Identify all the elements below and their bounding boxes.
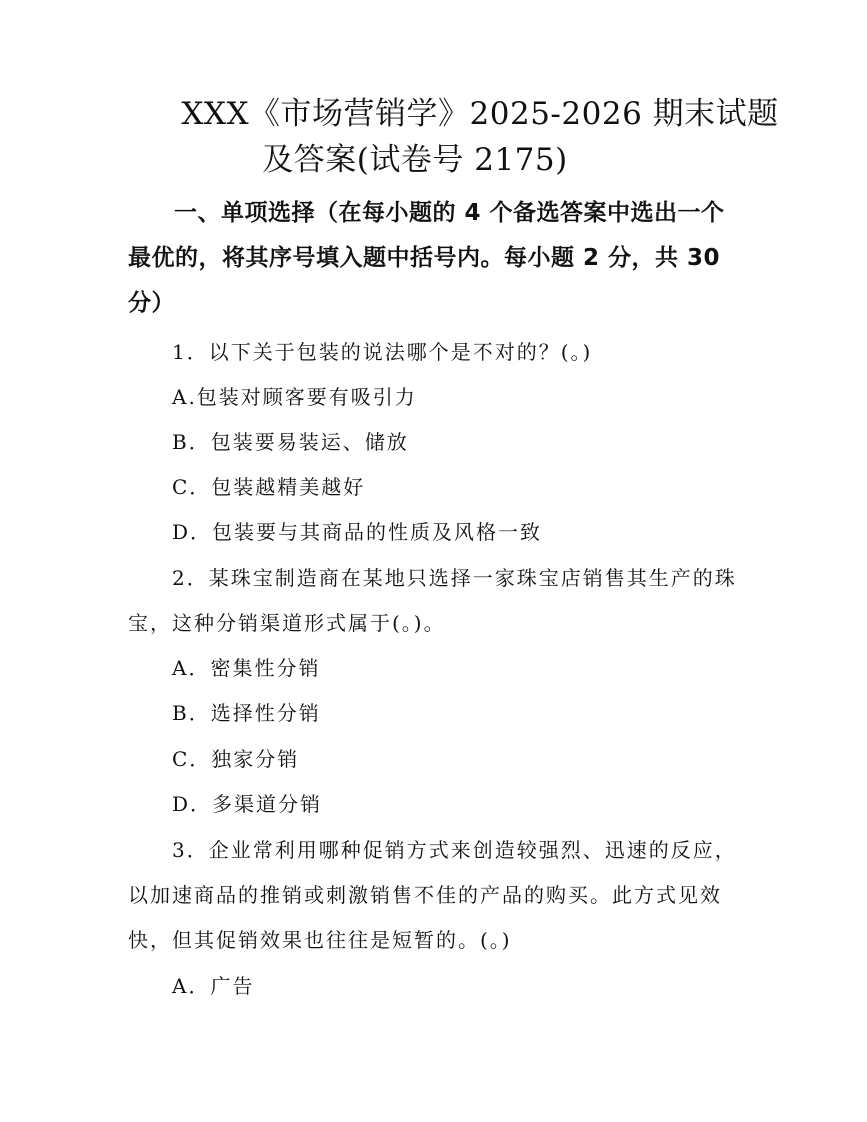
question-1-option-b: B．包装要易装运、储放 xyxy=(172,430,409,454)
question-1-stem: 1．以下关于包装的说法哪个是不对的？(。) xyxy=(172,340,593,364)
question-1-option-c: C．包装越精美越好 xyxy=(172,475,366,499)
question-2-option-d: D．多渠道分销 xyxy=(172,792,323,816)
question-3-stem: 3．企业常利用哪种促销方式来创造较强烈、迅速的反应，以加速商品的推销或刺激销售不佳的产品的购买。此方式见效快，但其促销效果也往往是短暂的。(。) xyxy=(128,838,737,952)
question-2-stem: 2．某珠宝制造商在某地只选择一家珠宝店销售其生产的珠宝，这种分销渠道形式属于(。)。 xyxy=(128,566,737,635)
question-2-option-a: A．密集性分销 xyxy=(172,656,321,680)
question-2-option-b: B．选择性分销 xyxy=(172,701,321,725)
exam-title-line2: 及答案(试卷号 2175) xyxy=(262,142,568,178)
question-1-option-d: D．包装要与其商品的性质及风格一致 xyxy=(172,520,543,544)
question-1-option-a: A.包装对顾客要有吸引力 xyxy=(172,385,417,409)
question-3-option-a: A．广告 xyxy=(172,974,255,998)
question-2-option-c: C．独家分销 xyxy=(172,747,300,771)
section-heading: 一、单项选择（在每小题的 4 个备选答案中选出一个最优的，将其序号填入题中括号内。每小题 2 分，共 30 分） xyxy=(128,200,725,316)
exam-title-line1: XXX《市场营销学》2025-2026 期末试题 xyxy=(181,96,779,132)
